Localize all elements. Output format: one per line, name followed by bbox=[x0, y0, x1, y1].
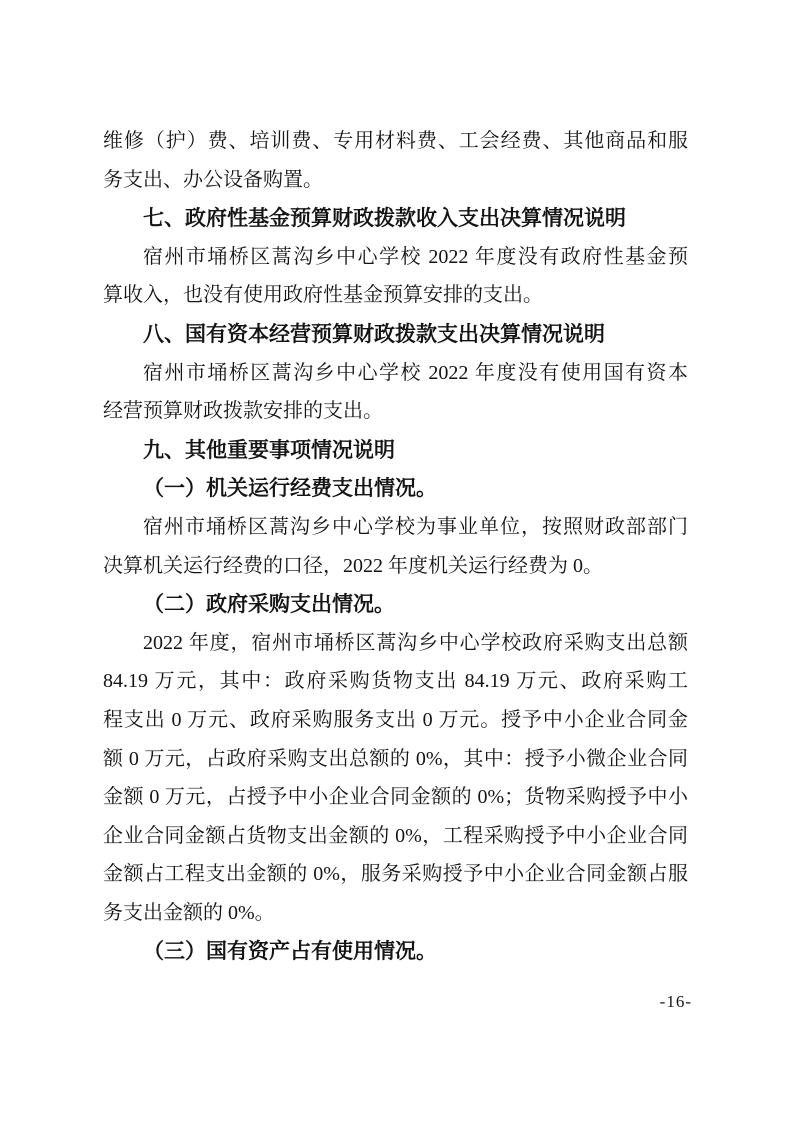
paragraph-line: 企业合同金额占货物支出金额的 0%，工程采购授予中小企业合同 bbox=[103, 824, 688, 847]
section-heading-seven: 七、政府性基金预算财政拨款收入支出决算情况说明 bbox=[143, 206, 626, 231]
paragraph-line: 额 0 万元，占政府采购支出总额的 0%，其中：授予小微企业合同 bbox=[103, 747, 688, 770]
paragraph-line: 务支出、办公设备购置。 bbox=[103, 168, 323, 191]
paragraph-line: 宿州市埇桥区蒿沟乡中心学校 2022 年度没有使用国有资本 bbox=[143, 361, 688, 384]
subsection-heading-three: （三）国有资产占有使用情况。 bbox=[143, 939, 437, 964]
paragraph-line: 算收入，也没有使用政府性基金预算安排的支出。 bbox=[103, 284, 543, 307]
paragraph-line: 2022 年度，宿州市埇桥区蒿沟乡中心学校政府采购支出总额 bbox=[143, 631, 688, 654]
paragraph-line: 84.19 万元，其中：政府采购货物支出 84.19 万元、政府采购工 bbox=[103, 670, 688, 693]
subsection-heading-one: （一）机关运行经费支出情况。 bbox=[143, 476, 437, 501]
section-heading-eight: 八、国有资本经营预算财政拨款支出决算情况说明 bbox=[143, 321, 605, 346]
subsection-heading-two: （二）政府采购支出情况。 bbox=[143, 592, 395, 617]
paragraph-line: 宿州市埇桥区蒿沟乡中心学校为事业单位，按照财政部部门 bbox=[143, 515, 688, 538]
paragraph-line: 金额 0 万元，占授予中小企业合同金额的 0%；货物采购授予中小 bbox=[103, 786, 688, 809]
section-heading-nine: 九、其他重要事项情况说明 bbox=[143, 437, 395, 462]
paragraph-line: 经营预算财政拨款安排的支出。 bbox=[103, 400, 383, 423]
document-body bbox=[103, 122, 688, 971]
paragraph-line: 程支出 0 万元、政府采购服务支出 0 万元。授予中小企业合同金 bbox=[103, 708, 688, 731]
paragraph-line: 金额占工程支出金额的 0%，服务采购授予中小企业合同金额占服 bbox=[103, 863, 688, 886]
paragraph-line: 维修（护）费、培训费、专用材料费、工会经费、其他商品和服 bbox=[103, 130, 688, 152]
page-number: -16- bbox=[659, 992, 692, 1011]
paragraph-line: 决算机关运行经费的口径，2022 年度机关运行经费为 0。 bbox=[103, 554, 603, 577]
paragraph-line: 务支出金额的 0%。 bbox=[103, 901, 275, 924]
paragraph-line: 宿州市埇桥区蒿沟乡中心学校 2022 年度没有政府性基金预 bbox=[143, 245, 688, 268]
